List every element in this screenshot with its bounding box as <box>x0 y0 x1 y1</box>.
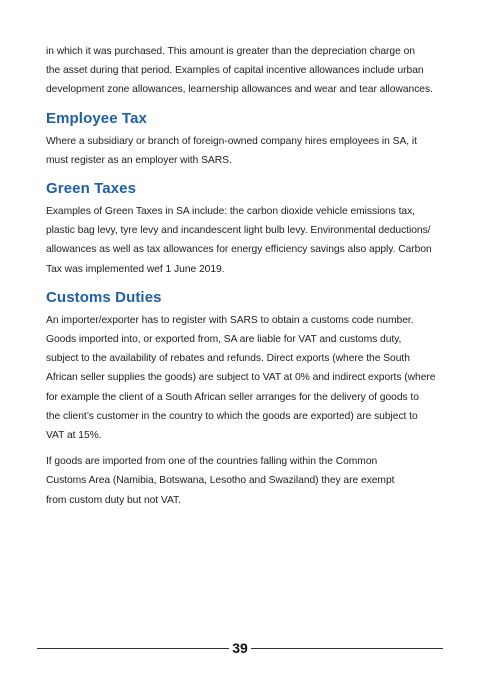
text-line: VAT at 15%. <box>46 430 102 442</box>
text-line: Examples of Green Taxes in SA include: the carbon dioxide vehicle emissions tax, <box>46 206 415 218</box>
page-footer <box>37 638 443 658</box>
footer-rule-left <box>37 648 229 649</box>
section-paragraph <box>46 132 446 170</box>
text-line: must register as an employer with SARS. <box>46 154 232 166</box>
text-line: Goods imported into, or exported from, SA are liable for VAT and customs duty, <box>46 334 402 346</box>
text-line: If goods are imported from one of the countries falling within the Common <box>46 456 378 468</box>
text-line: Tax was implemented wef 1 June 2019. <box>46 263 225 275</box>
section-heading: Customs Duties <box>46 288 162 306</box>
section-paragraph <box>46 452 446 510</box>
text-line: plastic bag levy, tyre levy and incandescent light bulb levy. Environmental deductions/ <box>46 225 431 237</box>
section-customs-duties <box>46 288 446 510</box>
text-line: Where a subsidiary or branch of foreign-owned company hires employees in SA, it <box>46 135 417 147</box>
text-line: the asset during that period. Examples of capital incentive allowances include urban <box>46 65 424 77</box>
text-line: An importer/exporter has to register with SARS to obtain a customs code number. <box>46 314 414 326</box>
text-line: the client’s customer in the country to which the goods are exported) are subject to <box>46 410 418 422</box>
page-content <box>46 42 446 510</box>
section-heading: Green Taxes <box>46 180 137 198</box>
section-paragraph <box>46 202 446 279</box>
text-line: for example the client of a South African seller arranges for the delivery of goods to <box>46 391 419 403</box>
footer-rule-right <box>251 648 443 649</box>
text-line: in which it was purchased. This amount is greater than the depreciation charge on <box>46 46 415 57</box>
page-number: 39 <box>232 640 248 656</box>
section-green-taxes <box>46 179 446 279</box>
text-line: Customs Area (Namibia, Botswana, Lesotho and Swaziland) they are exempt <box>46 475 395 487</box>
intro-paragraph <box>46 42 446 100</box>
text-line: allowances as well as tax allowances for energy efficiency savings also apply. Carbon <box>46 244 432 256</box>
section-paragraph <box>46 311 446 445</box>
text-line: from custom duty but not VAT. <box>46 494 181 506</box>
section-heading: Employee Tax <box>46 109 147 127</box>
text-line: African seller supplies the goods) are subject to VAT at 0% and indirect exports (where <box>46 372 436 384</box>
text-line: development zone allowances, learnership allowances and wear and tear allowances. <box>46 84 433 96</box>
section-employee-tax <box>46 109 446 170</box>
text-line: subject to the availability of rebates and refunds. Direct exports (where the South <box>46 353 410 365</box>
